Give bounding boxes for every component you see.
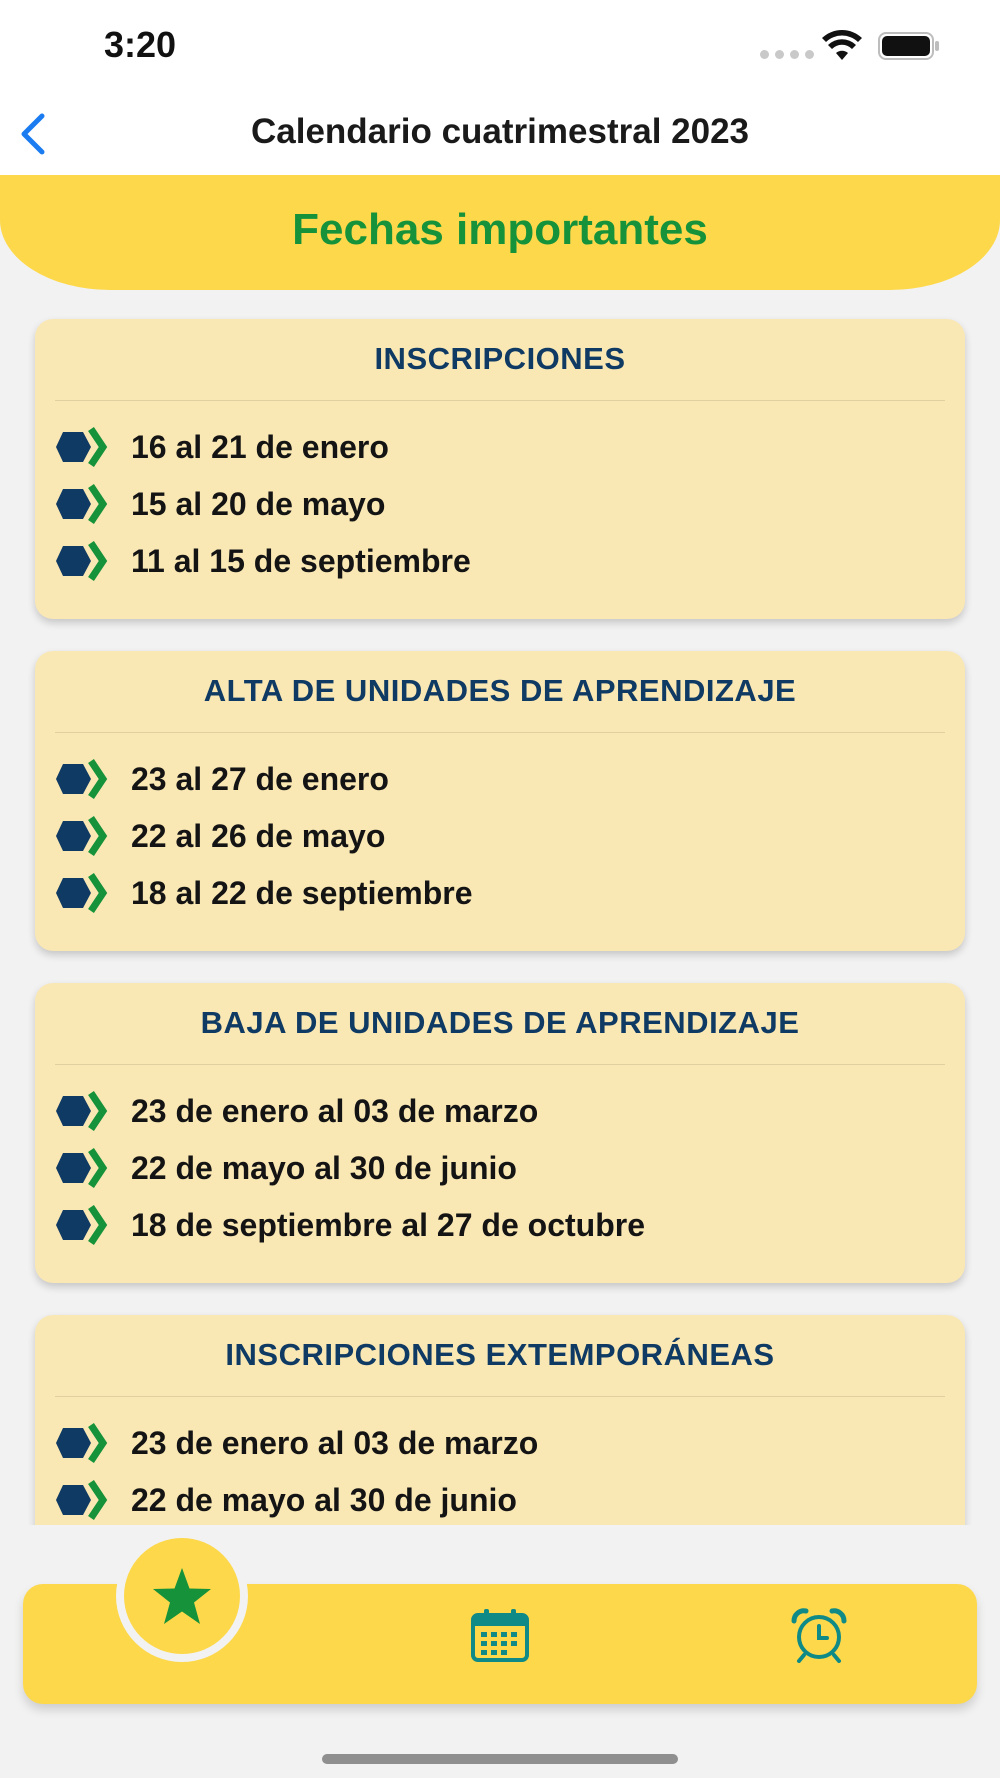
list-item [55,1086,945,1136]
calendar-icon[interactable] [470,1607,530,1663]
date-range-text: 22 de mayo al 30 de junio [131,1149,517,1186]
arrow-bullet-icon [55,870,111,916]
card-alta-unidades [35,651,965,951]
header-banner [0,175,1000,290]
date-range-text: 15 al 20 de mayo [131,485,386,522]
date-range-text: 22 al 26 de mayo [131,817,386,854]
card-title: ALTA DE UNIDADES DE APRENDIZAJE [203,673,797,708]
date-range-text: 16 al 21 de enero [131,428,389,465]
arrow-bullet-icon [55,1477,111,1523]
arrow-bullet-icon [55,1202,111,1248]
list-item [55,1418,945,1468]
arrow-bullet-icon [55,1145,111,1191]
card-title: INSCRIPCIONES EXTEMPORÁNEAS [225,1337,775,1372]
arrow-bullet-icon [55,813,111,859]
list-item [55,1143,945,1193]
arrow-bullet-icon [55,1420,111,1466]
date-range-text: 18 al 22 de septiembre [131,874,473,911]
status-time: 3:20 [104,24,177,65]
wifi-icon [822,30,862,62]
arrow-bullet-icon [55,538,111,584]
list-item [55,754,945,804]
list-item [55,811,945,861]
arrow-bullet-icon [55,1088,111,1134]
card-title: BAJA DE UNIDADES DE APRENDIZAJE [200,1005,800,1040]
divider [55,1064,945,1065]
home-indicator [322,1754,678,1764]
banner-title: Fechas importantes [292,205,708,254]
alarm-clock-icon[interactable] [790,1607,848,1663]
card-title: INSCRIPCIONES [374,341,626,376]
tab-favorites[interactable] [124,1538,240,1654]
page-title: Calendario cuatrimestral 2023 [250,112,749,151]
list-item [55,536,945,586]
navigation-bar [0,92,1000,176]
list-item [55,479,945,529]
date-range-text: 23 al 27 de enero [131,760,389,797]
star-icon [151,1566,213,1626]
date-range-text: 18 de septiembre al 27 de octubre [131,1206,645,1243]
divider [55,400,945,401]
divider [55,1396,945,1397]
status-bar [0,0,1000,92]
card-inscripciones [35,319,965,619]
date-range-text: 11 al 15 de septiembre [131,542,471,579]
cellular-signal-icon [760,50,814,59]
list-item [55,868,945,918]
list-item [55,1200,945,1250]
dates-list[interactable] [0,290,1000,1525]
battery-icon [878,32,940,60]
list-item [55,1475,945,1525]
card-baja-unidades [35,983,965,1283]
date-range-text: 23 de enero al 03 de marzo [131,1092,539,1129]
date-range-text: 22 de mayo al 30 de junio [131,1481,517,1518]
arrow-bullet-icon [55,756,111,802]
arrow-bullet-icon [55,424,111,470]
arrow-bullet-icon [55,481,111,527]
card-inscripciones-extemporaneas [35,1315,965,1525]
list-item [55,422,945,472]
divider [55,732,945,733]
date-range-text: 23 de enero al 03 de marzo [131,1424,539,1461]
